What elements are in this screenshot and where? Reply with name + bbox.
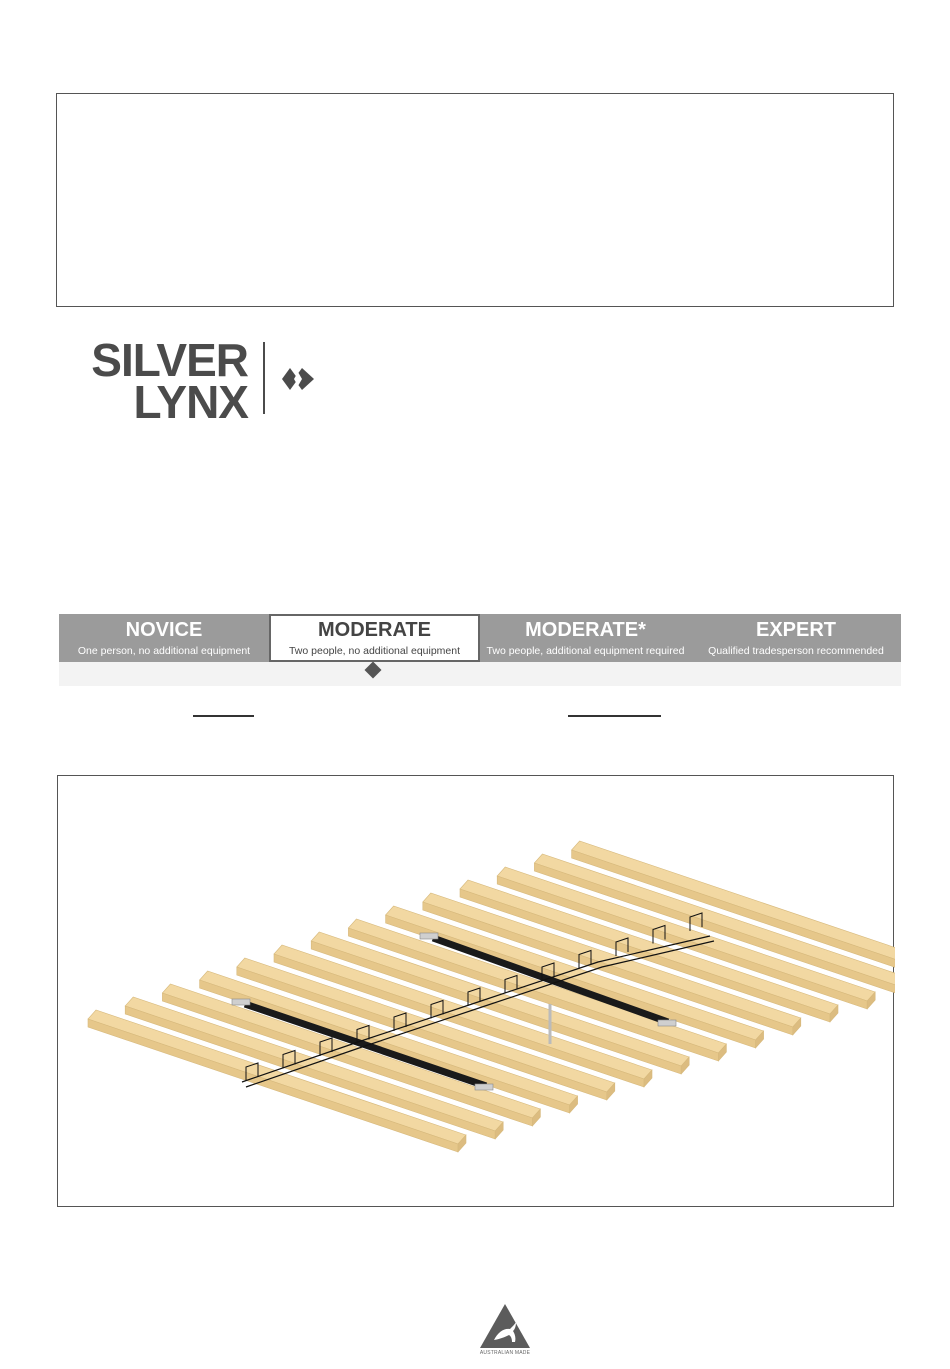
blank-underline-right <box>568 715 661 717</box>
level-novice <box>59 614 269 662</box>
rail-bracket <box>232 999 250 1005</box>
logo-divider <box>263 342 265 414</box>
logo-line-2: LYNX <box>133 376 248 428</box>
silver-lynx-logo <box>64 334 324 428</box>
header-blank-box <box>56 93 894 307</box>
level-name: MODERATE <box>318 619 431 641</box>
level-description: One person, no additional equipment <box>77 645 251 657</box>
level-moderate-selected <box>269 614 480 662</box>
rail-bracket <box>658 1020 676 1026</box>
difficulty-level-bar <box>59 614 901 686</box>
level-description: Two people, additional equipment required <box>486 645 685 657</box>
blank-underline-left <box>193 715 254 717</box>
level-description: Two people, no additional equipment <box>288 645 461 657</box>
level-moderate-star <box>480 614 691 662</box>
product-image-frame <box>57 775 894 1207</box>
level-expert <box>691 614 901 662</box>
kangaroo-triangle-icon <box>478 1302 532 1350</box>
rail-bracket <box>475 1084 493 1090</box>
logo-line-1: SILVER <box>91 334 248 386</box>
level-name: EXPERT <box>755 619 837 641</box>
level-name: NOVICE <box>125 619 203 641</box>
level-description: Qualified tradesperson recommended <box>708 645 884 657</box>
australian-made-logo <box>478 1302 532 1360</box>
level-name: MODERATE* <box>525 619 646 641</box>
difficulty-bar-shadow <box>59 662 901 686</box>
rail-bracket <box>420 933 438 939</box>
australian-made-label: AUSTRALIAN MADE <box>479 1350 531 1356</box>
logo-diamond-icon <box>282 366 316 392</box>
bed-slat-illustration <box>58 776 895 1208</box>
